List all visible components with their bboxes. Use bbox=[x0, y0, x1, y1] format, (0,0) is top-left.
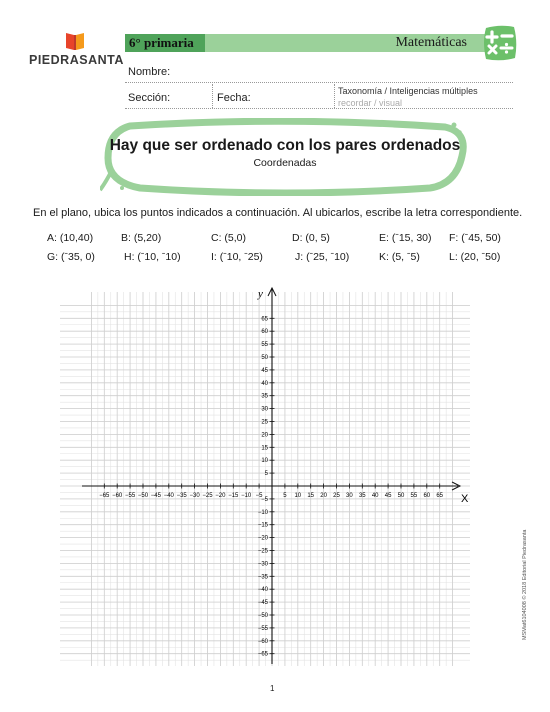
point-label: L: (20, ˉ50) bbox=[449, 251, 501, 263]
x-tick-label: 5 bbox=[283, 493, 287, 499]
y-tick-label: −60 bbox=[257, 638, 268, 645]
brand-logo: PIEDRASANTA bbox=[29, 53, 124, 67]
y-tick-label: −20 bbox=[257, 535, 268, 542]
point-label: A: (10,40) bbox=[47, 232, 94, 244]
y-tick-label: −35 bbox=[257, 574, 268, 581]
instructions-text: En el plano, ubica los puntos indicados a continuación. Al ubicarlos, escribe la letra correspondiente. bbox=[33, 207, 523, 219]
x-tick-label: −20 bbox=[215, 493, 226, 499]
x-tick-label: 35 bbox=[358, 493, 366, 499]
point-label: F: (ˉ45, 50) bbox=[449, 232, 501, 244]
x-tick-label: −45 bbox=[150, 493, 161, 499]
y-tick-label: −15 bbox=[257, 522, 268, 529]
y-tick-label: 50 bbox=[261, 355, 268, 361]
x-tick-label: −10 bbox=[241, 493, 252, 499]
point-label: E: (ˉ15, 30) bbox=[379, 232, 432, 244]
page-subtitle: Coordenadas bbox=[253, 157, 317, 169]
y-tick-label: −45 bbox=[257, 600, 268, 607]
point-label: B: (5,20) bbox=[121, 232, 162, 244]
x-tick-label: 15 bbox=[307, 493, 315, 499]
y-tick-label: 5 bbox=[264, 471, 268, 478]
x-tick-label: −40 bbox=[163, 493, 174, 499]
x-tick-label: −15 bbox=[228, 493, 239, 499]
point-label: G: (ˉ35, 0) bbox=[47, 251, 95, 263]
x-tick-label: 55 bbox=[410, 493, 418, 499]
point-label: I: (ˉ10, ˉ25) bbox=[211, 251, 263, 263]
y-tick-label: 60 bbox=[261, 329, 268, 336]
x-tick-label: −35 bbox=[176, 493, 187, 499]
y-tick-label: −5 bbox=[261, 496, 268, 503]
x-tick-label: −5 bbox=[255, 493, 263, 499]
point-label: D: (0, 5) bbox=[292, 232, 330, 244]
y-tick-label: −30 bbox=[257, 561, 268, 568]
y-tick-label: −10 bbox=[257, 509, 268, 516]
y-tick-label: −40 bbox=[257, 587, 268, 594]
y-tick-label: 10 bbox=[261, 458, 268, 465]
y-tick-label: 40 bbox=[261, 380, 268, 387]
section-label: Sección: bbox=[128, 92, 171, 104]
x-tick-label: 40 bbox=[371, 493, 379, 499]
x-axis-label: X bbox=[461, 493, 469, 505]
y-tick-label: 35 bbox=[261, 393, 268, 400]
name-label: Nombre: bbox=[128, 66, 171, 78]
x-tick-label: 50 bbox=[397, 493, 405, 499]
x-tick-label: 45 bbox=[384, 493, 392, 499]
page-number: 1 bbox=[270, 684, 275, 693]
point-label: K: (5, ˉ5) bbox=[379, 251, 420, 263]
point-label: C: (5,0) bbox=[211, 232, 247, 244]
x-tick-label: 60 bbox=[423, 493, 431, 499]
y-tick-label: −50 bbox=[257, 613, 268, 619]
y-tick-label: 15 bbox=[261, 445, 268, 452]
y-tick-label: 45 bbox=[261, 367, 268, 374]
date-label: Fecha: bbox=[217, 92, 251, 104]
x-tick-label: −25 bbox=[202, 493, 213, 499]
x-tick-label: −60 bbox=[112, 493, 123, 499]
x-tick-label: −55 bbox=[125, 493, 136, 499]
x-tick-label: 30 bbox=[346, 493, 353, 499]
x-tick-label: −30 bbox=[189, 493, 200, 499]
y-tick-label: 25 bbox=[261, 419, 268, 426]
grade-label: 6° primaria bbox=[125, 34, 205, 52]
y-tick-label: −25 bbox=[257, 548, 268, 555]
y-tick-label: 20 bbox=[261, 432, 268, 439]
y-tick-label: −55 bbox=[257, 625, 268, 632]
x-tick-label: 10 bbox=[294, 493, 302, 499]
subject-label: Matemáticas bbox=[205, 34, 485, 52]
x-tick-label: −50 bbox=[137, 493, 149, 499]
y-axis-label: y bbox=[258, 288, 263, 300]
page-title: Hay que ser ordenado con los pares ordenados bbox=[109, 137, 461, 154]
copyright-note: MSMat6104008 © 2018 Editorial Piedrasanta bbox=[522, 529, 528, 640]
x-tick-label: 25 bbox=[333, 493, 340, 499]
y-tick-label: 30 bbox=[261, 406, 268, 413]
point-label: J: (ˉ25, ˉ10) bbox=[295, 251, 350, 263]
x-tick-label: 20 bbox=[320, 493, 327, 499]
y-tick-label: 65 bbox=[261, 316, 268, 323]
taxonomy-label: Taxonomía / Inteligencias múltiples bbox=[338, 86, 478, 96]
x-tick-label: −65 bbox=[99, 493, 110, 499]
point-label: H: (ˉ10, ˉ10) bbox=[124, 251, 181, 263]
x-tick-label: 65 bbox=[436, 493, 444, 499]
y-tick-label: 55 bbox=[261, 342, 268, 349]
y-tick-label: −65 bbox=[257, 651, 268, 658]
taxonomy-value: recordar / visual bbox=[338, 98, 403, 108]
